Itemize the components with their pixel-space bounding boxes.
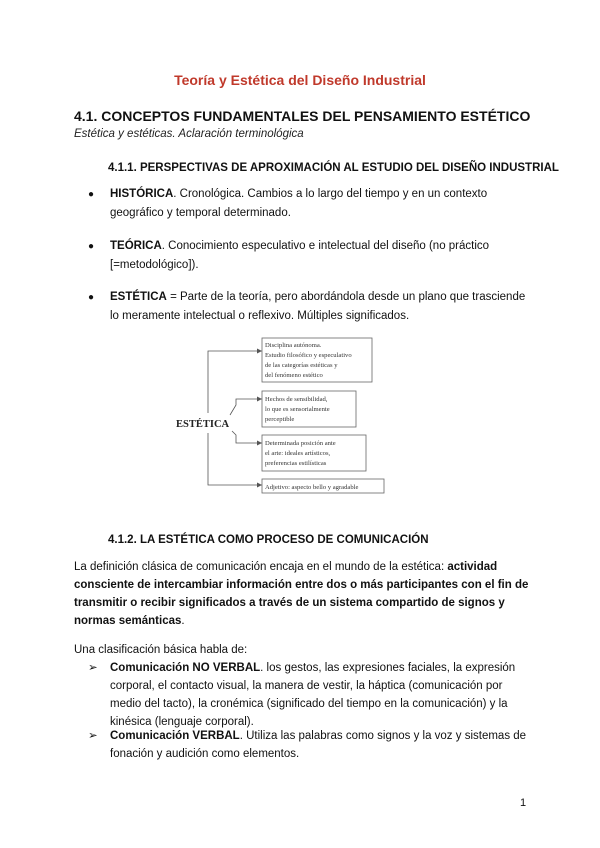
item-text: . los gestos, las expresiones faciales, la expresión corporal, el contacto visual, la manera de vestir, la háptica (comunicación por medio del tacto), la cronémica (significado del tiempo en la comunicación) y la kinésica (lenguaje corporal). [110, 662, 516, 728]
document-title: Teoría y Estética del Diseño Industrial [174, 72, 426, 88]
item-term: Comunicación NO VERBAL [110, 662, 261, 674]
bullet-icon: ● [88, 241, 95, 252]
diagram-arrowheads [257, 349, 262, 488]
bullet-icon: ● [88, 292, 95, 303]
arrow-bullet-icon: ➢ [88, 730, 98, 742]
classification-intro: Una clasificación básica habla de: [74, 644, 248, 656]
diagram-root-label: ESTÉTICA [176, 419, 230, 430]
box3-line: preferencias estilísticas [265, 460, 327, 467]
section-heading: 4.1. CONCEPTOS FUNDAMENTALES DEL PENSAMIENTO ESTÉTICO [74, 108, 531, 124]
arrow-bullet-icon: ➢ [88, 662, 98, 674]
communication-definition [74, 558, 534, 630]
box1-line: del fenómeno estético [265, 372, 323, 379]
bullet-term: TEÓRICA [110, 240, 162, 252]
item-term: Comunicación VERBAL [110, 730, 240, 742]
page-number: 1 [520, 797, 527, 809]
box4-line: Adjetivo: aspecto bello y agradable [265, 484, 359, 491]
box3-line: el arte: ideales artísticos, [265, 450, 331, 457]
box2-line: perceptible [265, 416, 295, 423]
box1-line: Estudio filosófico y especulativo [265, 352, 352, 359]
bullet-term: ESTÉTICA [110, 291, 167, 303]
definition-intro: La definición clásica de comunicación encaja en el mundo de la estética: [74, 561, 448, 573]
box1-line: Disciplina autónoma. [265, 342, 322, 349]
box2-line: lo que es sensorialmente [265, 406, 330, 413]
bullet-text: . Cronológica. Cambios a lo largo del tiempo y en un contexto geográfico y temporal determinado. [110, 188, 488, 219]
box1-line: de las categorías estéticas y [265, 362, 338, 369]
subsection-heading-1: 4.1.1. PERSPECTIVAS DE APROXIMACIÓN AL ESTUDIO DEL DISEÑO INDUSTRIAL [108, 162, 559, 174]
section-subtitle: Estética y estéticas. Aclaración terminológica [74, 128, 304, 140]
bullet-text: . Conocimiento especulativo e intelectual del diseño (no práctico [=metodológico]). [110, 240, 490, 271]
definition-bold: actividad consciente de intercambiar información entre dos o más participantes con el fin de transmitir o recibir significados a través de un sistema compartido de signos y normas semánticas [74, 561, 529, 627]
diagram-connectors [208, 351, 262, 485]
bullet-term: HISTÓRICA [110, 188, 174, 200]
estetica-diagram [170, 335, 400, 500]
bullet-text: = Parte de la teoría, pero abordándola desde un plano que trasciende lo meramente intelectual o reflexivo. Múltiples significados. [110, 291, 526, 322]
definition-end: . [181, 615, 185, 627]
subsection-heading-2: 4.1.2. LA ESTÉTICA COMO PROCESO DE COMUNICACIÓN [108, 534, 429, 546]
item-text: . Utiliza las palabras como signos y la voz y sistemas de fonación y audición como elementos. [110, 730, 527, 760]
box3-line: Determinada posición ante [265, 440, 336, 447]
box2-line: Hechos de sensibilidad, [265, 396, 328, 403]
bullet-icon: ● [88, 189, 95, 200]
